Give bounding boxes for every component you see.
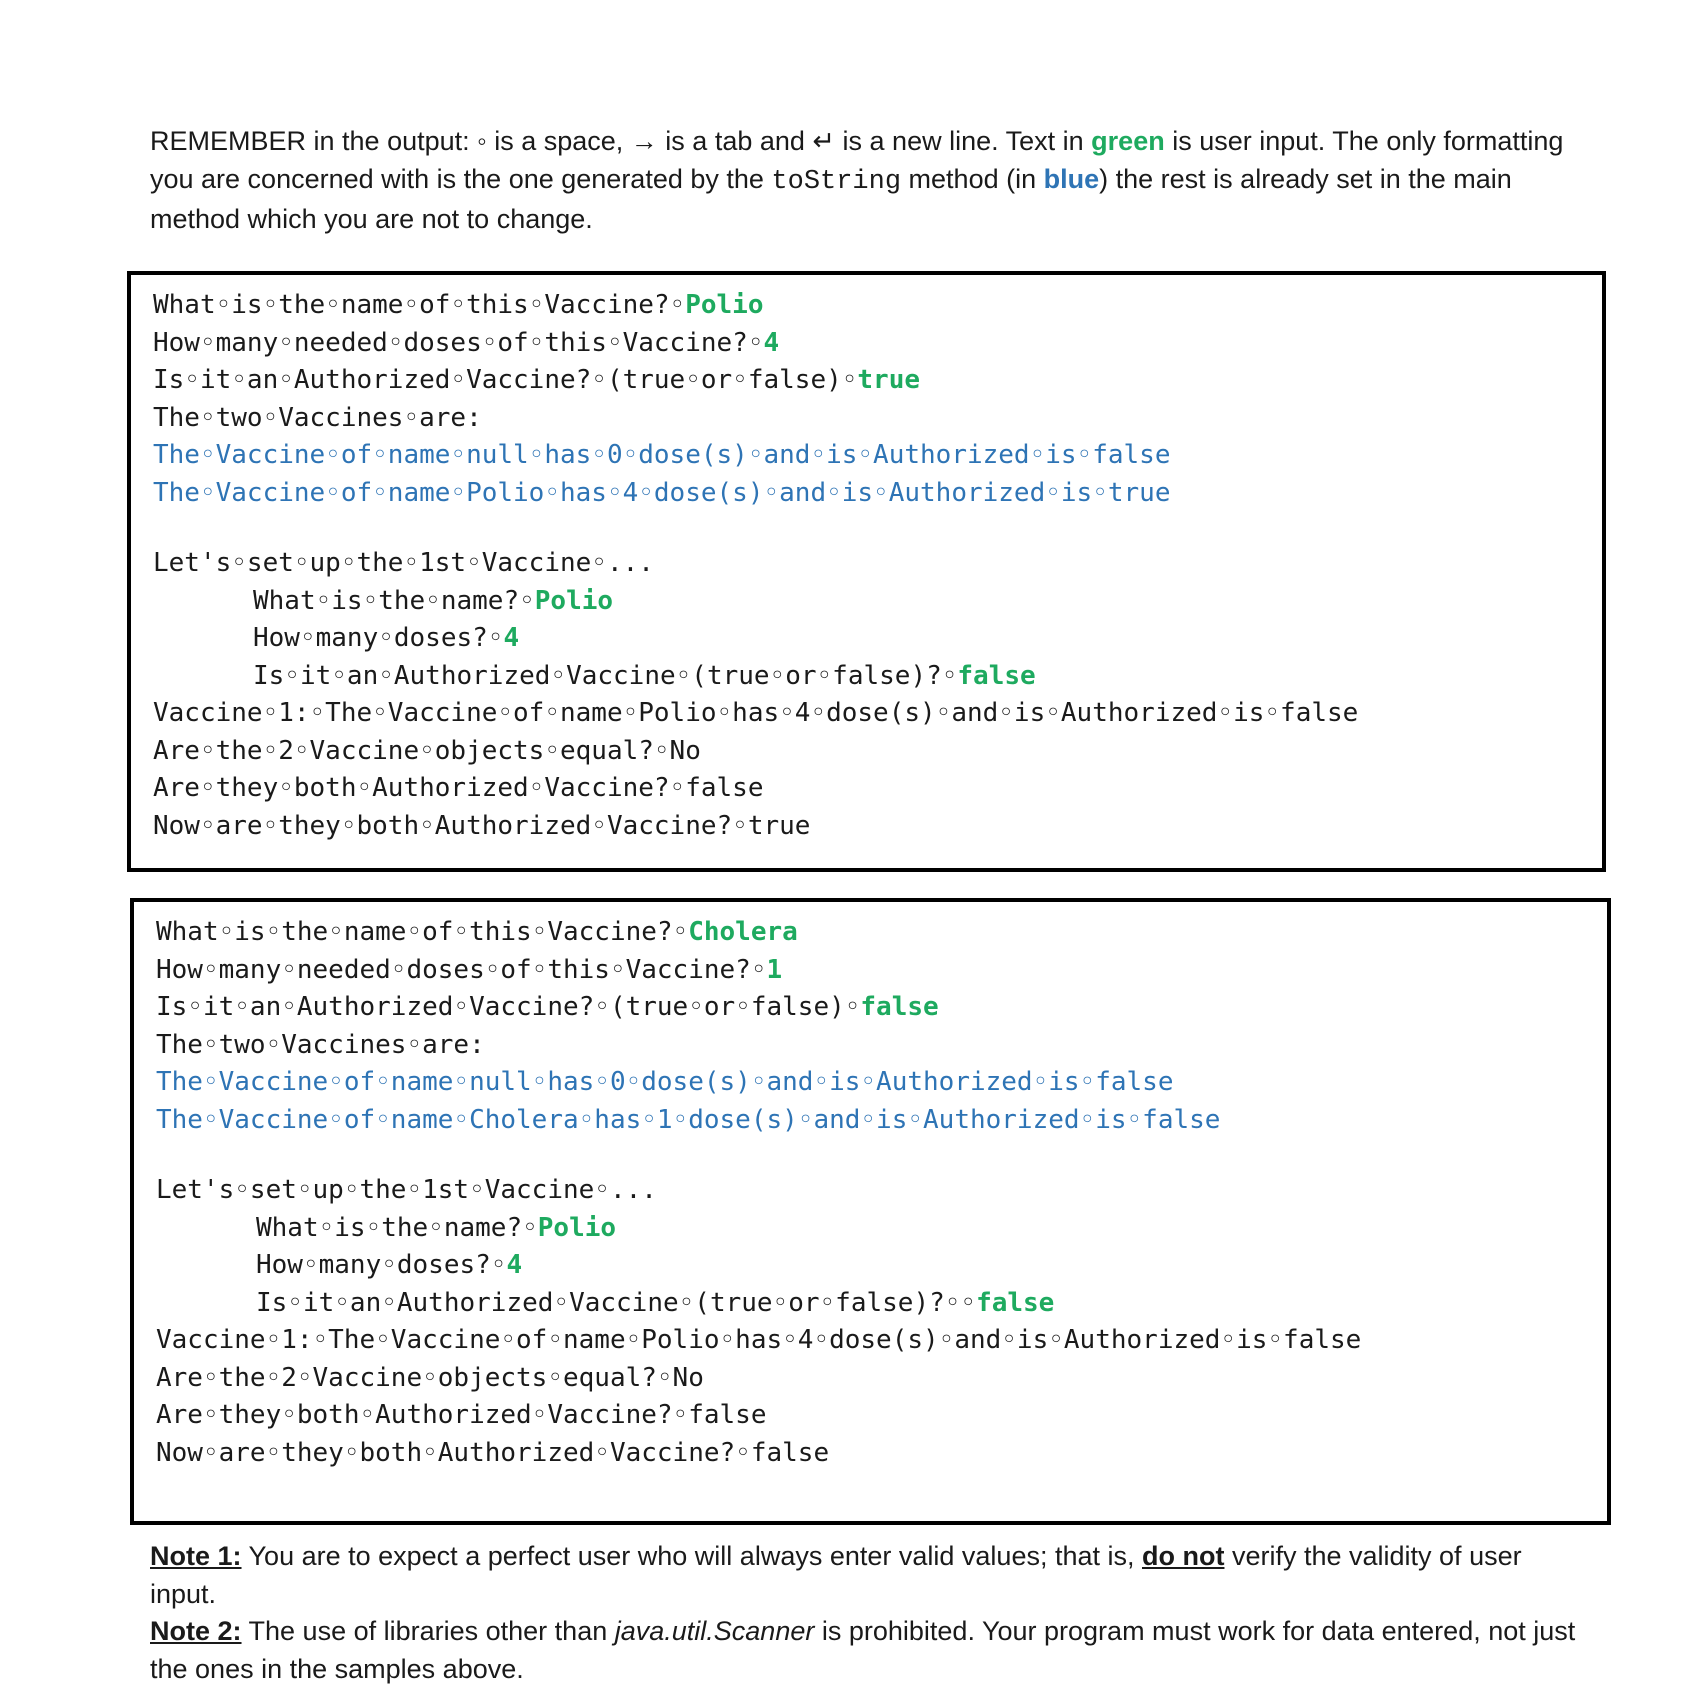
- tostring-output-line: The◦Vaccine◦of◦name◦Cholera◦has◦1◦dose(s)◦and◦is◦Authorized◦is◦false: [156, 1104, 1221, 1135]
- output-line: Now◦are◦they◦both◦Authorized◦Vaccine?◦true: [153, 810, 811, 841]
- prompt-text: What◦is◦the◦name?◦: [253, 585, 535, 616]
- output-line: The◦two◦Vaccines◦are:: [153, 402, 482, 433]
- intro-text: is a space,: [486, 126, 631, 156]
- tostring-output-line: The◦Vaccine◦of◦name◦Polio◦has◦4◦dose(s)◦and◦is◦Authorized◦is◦true: [153, 477, 1171, 508]
- intro-text: is user input. The only formatting you are concerned with is the one generated by the: [150, 126, 1564, 194]
- blank-line: [153, 512, 1602, 545]
- user-input: 4: [763, 327, 780, 358]
- prompt-text: Is◦it◦an◦Authorized◦Vaccine◦(true◦or◦false)?◦◦: [256, 1287, 977, 1318]
- output-line: [153, 325, 1602, 363]
- output-line: [156, 1285, 1607, 1323]
- note-label: Note 2:: [150, 1616, 242, 1646]
- output-line: [156, 952, 1607, 990]
- user-input: 4: [503, 623, 520, 653]
- prompt-text: Is◦it◦an◦Authorized◦Vaccine?◦(true◦or◦false)◦: [156, 992, 861, 1022]
- newline-icon: ↵: [812, 126, 836, 156]
- green-keyword: green: [1091, 126, 1165, 156]
- note-text: is prohibited. Your program must work for data entered, not just the ones in the samples above.: [150, 1616, 1576, 1684]
- output-line: Let's◦set◦up◦the◦1st◦Vaccine◦...: [156, 1175, 657, 1205]
- prompt-text: Is◦it◦an◦Authorized◦Vaccine◦(true◦or◦false)?◦: [253, 660, 958, 691]
- note-emphasis: do not: [1142, 1541, 1225, 1571]
- user-input: Polio: [534, 585, 614, 616]
- intro-text: is a tab and: [657, 126, 813, 156]
- user-input: false: [860, 992, 939, 1022]
- note-text: verify the validity of user input.: [150, 1541, 1522, 1609]
- tostring-method-name: toString: [771, 166, 902, 197]
- tab-arrow-icon: →: [630, 126, 658, 156]
- intro-text: ) the rest is already set in the main method which you are not to change.: [150, 163, 1512, 234]
- output-line: [156, 989, 1607, 1027]
- note-1: [150, 1538, 1580, 1613]
- note-label: Note 1:: [150, 1541, 242, 1571]
- output-line: Are◦the◦2◦Vaccine◦objects◦equal?◦No: [153, 735, 701, 766]
- output-line: Now◦are◦they◦both◦Authorized◦Vaccine?◦false: [156, 1437, 830, 1468]
- intro-text: REMEMBER in the output:: [150, 126, 478, 156]
- output-line: [153, 362, 1602, 400]
- output-line: Are◦the◦2◦Vaccine◦objects◦equal?◦No: [156, 1362, 704, 1393]
- output-line: The◦two◦Vaccines◦are:: [156, 1029, 485, 1060]
- blank-line: [156, 1139, 1607, 1172]
- output-line: [156, 1247, 1607, 1285]
- note-2: [150, 1613, 1580, 1688]
- user-input: true: [857, 365, 921, 395]
- note-text: You are to expect a perfect user who will always enter valid values; that is,: [241, 1541, 1142, 1571]
- output-line: [156, 914, 1607, 952]
- output-line: Vaccine◦1:◦The◦Vaccine◦of◦name◦Polio◦has◦4◦dose(s)◦and◦is◦Authorized◦is◦false: [153, 698, 1359, 728]
- user-input: false: [957, 660, 1036, 691]
- blue-keyword: blue: [1043, 163, 1100, 194]
- prompt-text: What◦is◦the◦name◦of◦this◦Vaccine?◦: [156, 917, 689, 947]
- output-line: Are◦they◦both◦Authorized◦Vaccine?◦false: [156, 1400, 767, 1430]
- user-input: 4: [506, 1250, 523, 1280]
- user-input: Polio: [537, 1212, 617, 1243]
- output-line: [156, 1210, 1607, 1248]
- intro-text: is a new line. Text in: [835, 126, 1092, 156]
- prompt-text: What◦is◦the◦name◦of◦this◦Vaccine?◦: [153, 290, 686, 320]
- output-line: [153, 287, 1602, 325]
- instructions-paragraph: [150, 123, 1570, 239]
- space-symbol: ◦: [477, 126, 487, 156]
- sample-output-box-2: [130, 898, 1611, 1525]
- tostring-output-line: The◦Vaccine◦of◦name◦null◦has◦0◦dose(s)◦and◦is◦Authorized◦is◦false: [153, 440, 1171, 470]
- user-input: 1: [766, 954, 783, 985]
- output-line: [153, 620, 1602, 658]
- prompt-text: Is◦it◦an◦Authorized◦Vaccine?◦(true◦or◦false)◦: [153, 365, 858, 395]
- output-line: Vaccine◦1:◦The◦Vaccine◦of◦name◦Polio◦has◦4◦dose(s)◦and◦is◦Authorized◦is◦false: [156, 1325, 1362, 1355]
- output-line: Are◦they◦both◦Authorized◦Vaccine?◦false: [153, 773, 764, 803]
- user-input: Polio: [685, 290, 764, 320]
- prompt-text: How◦many◦doses?◦: [253, 623, 504, 653]
- note-text: The use of libraries other than: [241, 1616, 615, 1646]
- library-name: java.util.Scanner: [614, 1616, 815, 1646]
- output-line: [153, 658, 1602, 696]
- user-input: Cholera: [688, 917, 798, 947]
- prompt-text: How◦many◦doses?◦: [256, 1250, 507, 1280]
- tostring-output-line: The◦Vaccine◦of◦name◦null◦has◦0◦dose(s)◦and◦is◦Authorized◦is◦false: [156, 1067, 1174, 1097]
- intro-text: method (in: [901, 163, 1044, 194]
- output-line: [153, 583, 1602, 621]
- prompt-text: How◦many◦needed◦doses◦of◦this◦Vaccine?◦: [156, 954, 767, 985]
- sample-output-box-1: [127, 271, 1606, 872]
- prompt-text: How◦many◦needed◦doses◦of◦this◦Vaccine?◦: [153, 327, 764, 358]
- user-input: false: [976, 1287, 1055, 1318]
- output-line: Let's◦set◦up◦the◦1st◦Vaccine◦...: [153, 548, 654, 578]
- prompt-text: What◦is◦the◦name?◦: [256, 1212, 538, 1243]
- notes-section: [150, 1538, 1580, 1688]
